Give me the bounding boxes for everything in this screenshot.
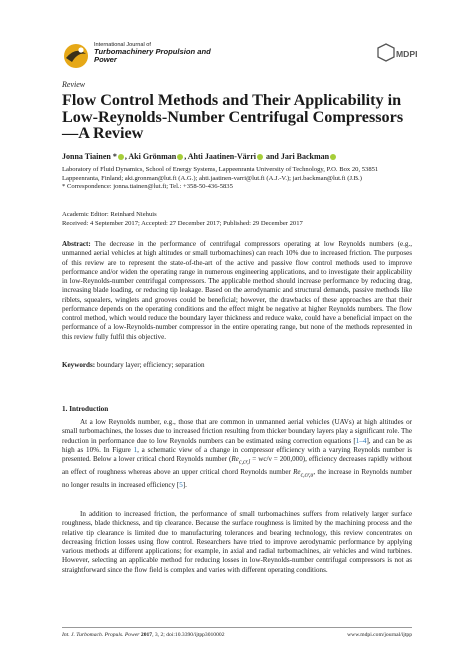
abstract-label: Abstract: [62, 240, 91, 248]
author-mark: * [110, 152, 117, 161]
abstract [62, 240, 412, 342]
article-type: Review [62, 80, 86, 89]
author-name: Aki Grönman [128, 152, 177, 161]
paragraph-text: At a low Reynolds number, e.g., those that are common in unmanned aerial vehicles (UAVs) at high altitudes or small turbomachines, the losses due to increased friction resulting from thicker boundary layers play a significant role. The reduction in performance due to low Reynolds numbers can be estimated using correction equations [ [62, 418, 412, 445]
keywords-label: Keywords: [62, 361, 96, 369]
footer-divider [62, 627, 412, 628]
keywords-text: boundary layer; efficiency; separation [96, 361, 205, 369]
mdpi-logo-text: MDPI [396, 49, 418, 59]
editorial-info [62, 211, 412, 228]
math-subscript: c,cr,l [238, 459, 251, 466]
intro-paragraph-1 [62, 418, 412, 490]
paragraph-text: ]. [182, 480, 187, 489]
paragraph-text: , a schematic view of a change in compressor efficiency with a varying Reynolds number is presented. Below a lower critical chord Reynolds number ( [62, 445, 412, 464]
journal-name: Turbomachinery Propulsion and Power [94, 47, 211, 65]
author-separator: , [184, 152, 188, 161]
orcid-icon[interactable] [330, 154, 336, 160]
author-separator: , [124, 152, 129, 161]
orcid-icon[interactable] [177, 154, 183, 160]
footer-doi: , 3, 2; doi:10.3390/ijtpp3010002 [152, 632, 225, 638]
dates: Received: 4 September 2017; Accepted: 27 December 2017; Published: 29 December 2017 [62, 219, 303, 227]
paragraph-text: ], and can be as high as 10%. In Figure [62, 436, 413, 454]
intro-paragraph-2 [62, 510, 412, 575]
affiliation: Laboratory of Fluid Dynamics, School of Energy Systems, Lappeenranta University of Technology, P.O. Box 20, 53851 Lappeenranta, Finland; aki.gronman@lut.fi (A.G.); ahti.jaatinen-varri@lut.fi (A.J.-V.); jari.backman@lut.fi (J.B.) [62, 166, 379, 182]
figure-link[interactable]: 1 [133, 445, 138, 454]
journal-emblem-logo [62, 42, 90, 70]
author-name: Jonna Tiainen [62, 152, 111, 161]
footer-journal: Int. J. Turbomach. Propuls. Power [62, 632, 140, 638]
correspondence: * Correspondence: jonna.tiainen@lut.fi; Tel.: +358-50-436-5835 [62, 183, 233, 191]
orcid-icon[interactable] [118, 154, 124, 160]
orcid-icon[interactable] [257, 154, 263, 160]
journal-top-label: International Journal of [94, 42, 151, 48]
section-heading: 1. Introduction [62, 405, 109, 413]
mdpi-logo[interactable] [376, 44, 418, 64]
footer-citation [62, 632, 225, 638]
author-name: Ahti Jaatinen-Värri [187, 152, 256, 161]
paragraph-text: In addition to increased friction, the performance of small turbomachines suffers from relatively larger surface roughness, blade thickness, and tip clearance. Because the surface roughness is limited by the machining process and the relative tip clearance is limited due to manufacturing tolerances and bearing technology, this review concentrates on decreasing friction losses using flow control. Researchers have tried to improve aerodynamic performance by applying various methods at different applications; for example, in axial and radial turbomachines, air vehicles and wind turbines. However, selecting an applicable method for reducing losses in low-Reynolds-number centrifugal compressors is not as straightforward since the flow field is complex and varies with different operating conditions. [62, 510, 412, 574]
author-list [62, 152, 412, 161]
footer-year: 2017 [140, 632, 153, 638]
paragraph-text: = wc/ν = 200,000), efficiency decreases rapidly without an effect of roughness whereas above an upper critical chord Reynolds number [62, 455, 413, 476]
math-symbol: Re [231, 455, 239, 464]
keywords [62, 361, 412, 369]
academic-editor: Academic Editor: Reinhard Niehuis [62, 211, 157, 218]
citation-link[interactable]: 5 [179, 480, 183, 489]
math-subscript: c,cr,u [300, 472, 314, 479]
paper-title: Flow Control Methods and Their Applicability in Low-Reynolds-Number Centrifugal Compressors—A Review [62, 91, 404, 143]
abstract-text: The decrease in the performance of centrifugal compressors operating at low Reynolds numbers (e.g., unmanned aerial vehicles at high altitudes or small turbomachines) can reach 10% due to increased friction. The purposes of this review are to represent the state-of-the-art of the active and passive flow control methods used to improve performance and/or widen the operating range in numerous engineering applications, and to investigate their applicability in low-Reynolds-number centrifugal compressors. The applicable method should increase performance by reducing drag, increasing blade loading, or reducing tip leakage. Based on the aerodynamic and structural demands, passive methods like riblets, squealers, winglets and grooves could be beneficial; however, the drawbacks of these approaches are that their performance depends on the operating conditions and the effect might be negative at higher Reynolds numbers. The flow control method, which would reduce the boundary layer thickness and reduce wake, could have a beneficial impact on the performance of a low-Reynolds-number compressor in the entire operating range, but none of the methods represented in this review fully fulfil this objective. [62, 240, 412, 341]
author-separator: and [263, 152, 281, 161]
math-symbol: Re [293, 467, 301, 476]
footer-url[interactable]: www.mdpi.com/journal/ijtpp [347, 632, 412, 638]
author-name: Jari Backman [280, 152, 330, 161]
affiliation-block [62, 166, 412, 192]
citation-link[interactable]: 1–4 [355, 436, 367, 445]
paragraph-text: , the increase in Reynolds number no longer results in increased efficiency [ [62, 467, 413, 489]
